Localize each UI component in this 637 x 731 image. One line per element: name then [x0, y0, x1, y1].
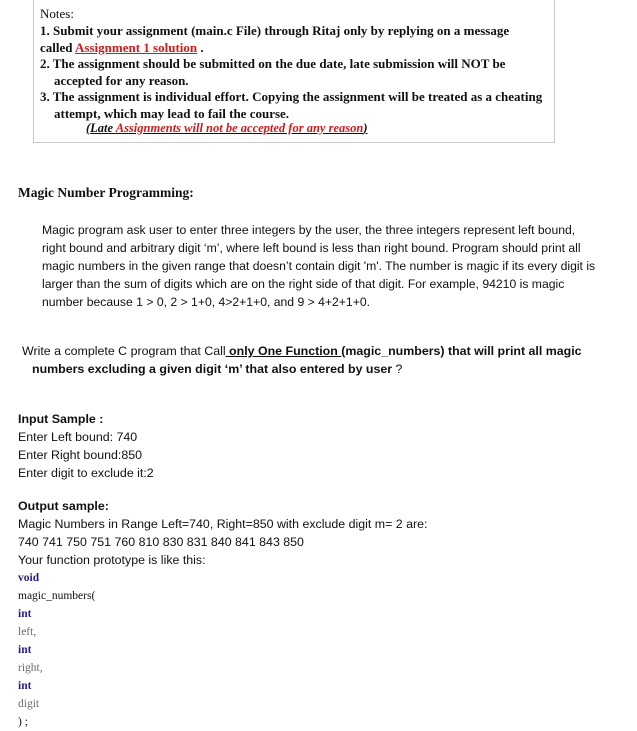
- late-warning: [86, 121, 367, 136]
- proto-digit: digit: [18, 698, 40, 710]
- late-close: ): [363, 121, 368, 135]
- output-line-2: 740 741 750 751 760 810 830 831 840 841 843 850: [18, 535, 304, 549]
- task-suffix: ?: [392, 362, 403, 376]
- description-paragraph: [42, 221, 637, 311]
- task-middle: (magic_numbers) that will print all magic: [341, 344, 582, 358]
- output-line-1: Magic Numbers in Range Left=740, Right=850 with exclude digit m= 2 are:: [18, 517, 428, 531]
- proto-right: right,: [18, 662, 43, 674]
- proto-void: void: [18, 572, 40, 584]
- section-heading: Magic Number Programming:: [18, 185, 194, 200]
- proto-int-1: int: [18, 608, 32, 620]
- input-sample-title: Input Sample :: [18, 412, 104, 426]
- task-underline: only One Function: [225, 344, 342, 358]
- output-line-3: Your function prototype is like this:: [18, 553, 206, 567]
- description-line: larger than the sum of digits which are on the right side of that digit. For example, 94210 is magic: [42, 277, 565, 291]
- note-1-line-1: 1. Submit your assignment (main.c File) through Ritaj only by replying on a message: [40, 23, 510, 38]
- note-2: [40, 55, 505, 89]
- task-line-2: [22, 360, 622, 378]
- input-left-bound: Enter Left bound: 740: [18, 430, 138, 444]
- input-digit: Enter digit to exclude it:2: [18, 466, 154, 480]
- proto-left: left,: [18, 626, 37, 638]
- proto-end: ) ;: [18, 716, 28, 728]
- output-sample: [18, 497, 427, 731]
- note-3-line-1: 3. The assignment is individual effort. Copying the assignment will be treated as a cheating: [40, 89, 543, 104]
- note-1-line-2: [40, 39, 509, 56]
- input-right-bound: Enter Right bound:850: [18, 448, 142, 462]
- late-red-text: Assignments will not be accepted for any reason: [115, 121, 364, 135]
- note-2-line-2: accepted for any reason.: [54, 73, 189, 88]
- proto-int-3: int: [18, 680, 32, 692]
- notes-title: Notes:: [40, 6, 74, 21]
- task-line-1: [22, 342, 622, 360]
- task-statement: [22, 342, 622, 378]
- description-line: magic numbers in the given range that doesn’t contain digit 'm'. The number is magic if its every digit is: [42, 259, 596, 273]
- note-1-period: .: [200, 40, 204, 55]
- late-open: (Late: [86, 121, 116, 135]
- description-line: Magic program ask user to enter three integers by the user, the three integers represent left bound,: [42, 223, 576, 237]
- proto-int-2: int: [18, 644, 32, 656]
- assignment-solution-link[interactable]: Assignment 1 solution: [75, 40, 198, 55]
- description-line: right bound and arbitrary digit ‘m’, where left bound is less than right bound. Program should print all: [42, 241, 581, 255]
- description-line: number because 1 > 0, 2 > 1+0, 4>2+1+0, and 9 > 4+2+1+0.: [42, 295, 370, 309]
- input-sample: [18, 410, 154, 482]
- note-2-line-1: 2. The assignment should be submitted on the due date, late submission will NOT be: [40, 56, 506, 71]
- task-line-2-text: numbers excluding a given digit ‘m’ that also entered by user: [32, 362, 393, 376]
- task-prefix: Write a complete C program that Call: [22, 344, 226, 358]
- note-3: [40, 88, 542, 122]
- note-1: [40, 22, 509, 56]
- output-sample-title: Output sample:: [18, 499, 109, 513]
- note-1-called: called: [40, 40, 73, 55]
- function-prototype: [18, 569, 427, 731]
- note-3-line-2: attempt, which may lead to fail the course.: [54, 106, 290, 121]
- proto-name: magic_numbers(: [18, 590, 96, 602]
